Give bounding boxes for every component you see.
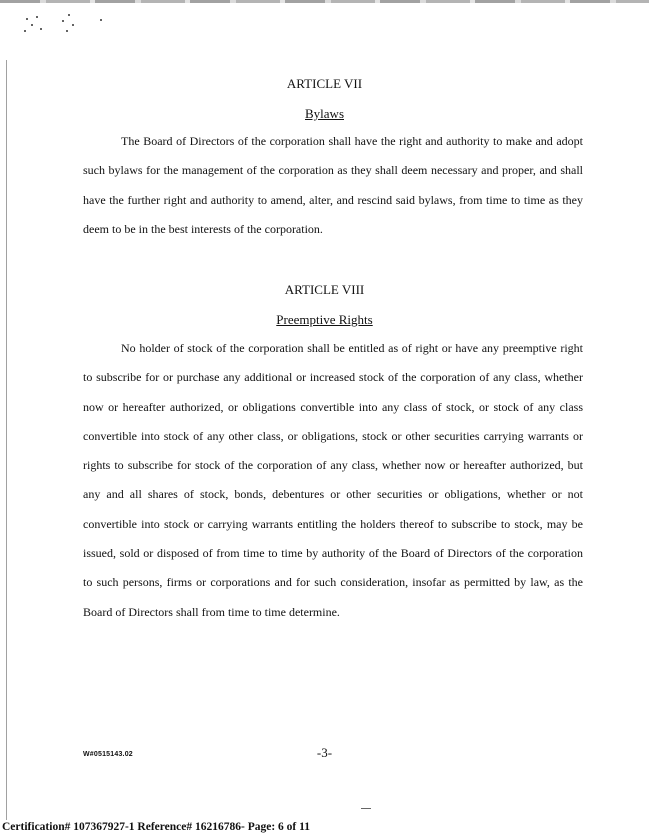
article-7-body [83,127,583,244]
article-7-paragraph: The Board of Directors of the corporation shall have the right and authority to make and adopt such bylaws for the management of the corporation as they shall deem necessary and proper, and shall have the further right and authority to amend, alter, and rescind said bylaws, from time to time as they deem to be in the best interests of the corporation. [83,134,583,236]
article-7-title: Bylaws [305,106,344,121]
article-8-body [83,334,583,627]
article-8-paragraph: No holder of stock of the corporation shall be entitled as of right or have any preemptive right to subscribe for or purchase any additional or increased stock of the corporation of any class, whether now or hereafter authorized, or obligations convertible into any class of stock, or stock of any class convertible into stock of any other class, or obligations, stock or other securities carrying warrants or rights to subscribe for stock of the corporation of any class, whether now or hereafter authorized, but any and all shares of stock, bonds, debentures or other securities or obligations, whether or not convertible into stock or carrying warrants entitling the holders thereof to subscribe to stock, may be issued, sold or disposed of from time to time by authority of the Board of Directors of the corporation to such persons, firms or corporations and for such consideration, insofar as permitted by law, as the Board of Directors shall from time to time determine. [83,341,583,619]
article-7-heading: ARTICLE VII [286,76,363,91]
certification-line: Certification# 107367927-1 Reference# 16216786- Page: 6 of 11 [2,821,310,833]
article-8-title: Preemptive Rights [276,312,373,327]
document-id: W#0515143.02 [83,751,133,758]
article-8-heading: ARTICLE VIII [284,282,365,297]
scan-edge-left [6,60,7,820]
page-number: -3- [316,745,333,760]
scan-specks [22,10,112,40]
scan-mark [361,808,371,809]
scan-edge-top [0,0,649,3]
